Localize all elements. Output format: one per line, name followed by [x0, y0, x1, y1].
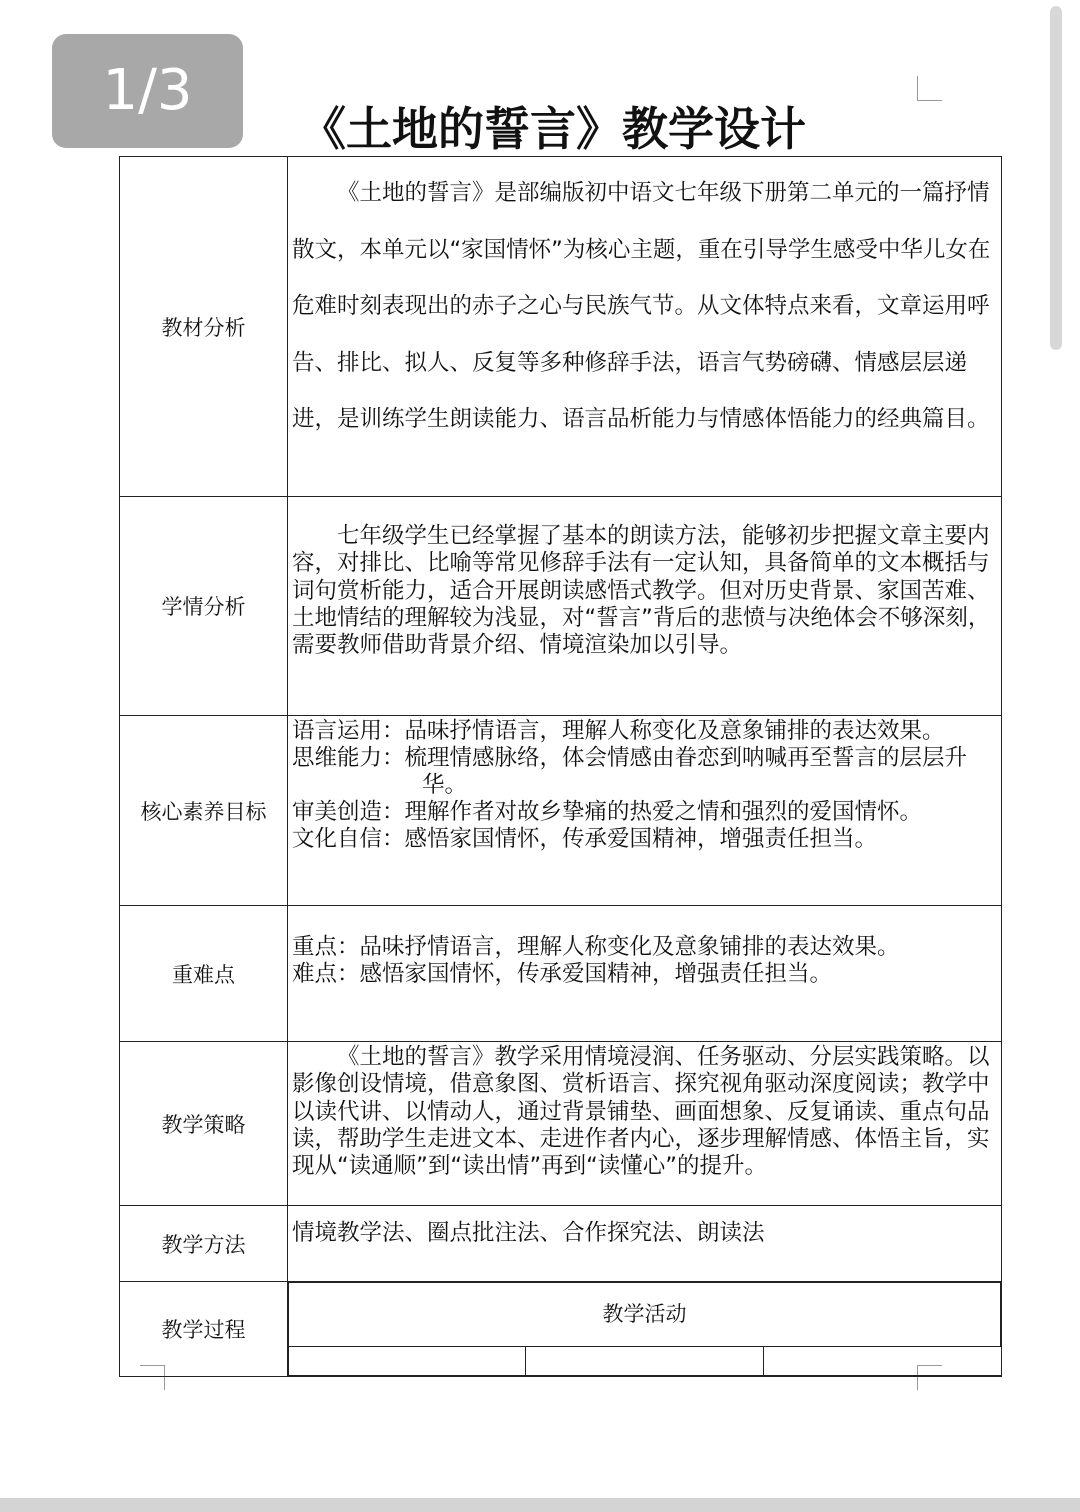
table-row [120, 157, 1002, 497]
activity-cell [763, 1347, 1000, 1376]
bottom-bar [0, 1498, 1080, 1512]
goal-item: 语言运用：品味抒情语言，理解人称变化及意象铺排的表达效果。 [292, 718, 945, 744]
row-content-methods [288, 1206, 1002, 1282]
methods-text: 情境教学法、圈点批注法、合作探究法、朗读法 [292, 1220, 765, 1246]
row-label-process: 教学过程 [120, 1282, 288, 1377]
row-content-key-points [288, 906, 1002, 1042]
strategy-text: 《土地的誓言》教学采用情境浸润、任务驱动、分层实践策略。以影像创设情境，借意象图、赏析语言、探究视角驱动深度阅读；教学中以读代讲、以情动人，通过背景铺垫、画面想象、反复诵读、重点句品读，帮助学生走进文本、走进作者内心，逐步理解情感、体悟主旨，实现从“读通顺”到“读出情”再到“读懂心”的提升。 [292, 1044, 990, 1180]
table-row [120, 1206, 1002, 1282]
goal-item: 文化自信：感悟家国情怀，传承爱国精神，增强责任担当。 [292, 826, 878, 852]
row-content-material [288, 157, 1002, 497]
document-title: 《土地的誓言》教学设计 [300, 102, 806, 156]
row-content-goals [288, 716, 1002, 906]
table-row [120, 1042, 1002, 1206]
goal-item: 审美创造：理解作者对故乡挚痛的热爱之情和强烈的爱国情怀。 [292, 799, 923, 825]
lesson-plan-table [119, 156, 1002, 1377]
row-label-material: 教材分析 [120, 157, 288, 497]
crop-mark-top-right [917, 76, 942, 101]
row-label-methods: 教学方法 [120, 1206, 288, 1282]
row-label-students: 学情分析 [120, 497, 288, 716]
table-row [120, 716, 1002, 906]
activity-header: 教学活动 [289, 1283, 1001, 1347]
difficulty-text: 难点：感悟家国情怀，传承爱国精神，增强责任担当。 [292, 961, 833, 987]
scrollbar-thumb[interactable] [1050, 6, 1062, 350]
table-row [120, 906, 1002, 1042]
page-indicator: 1/3 [52, 34, 243, 148]
activity-cell [526, 1347, 763, 1376]
activity-cell [289, 1347, 526, 1376]
row-content-process [288, 1282, 1002, 1377]
goal-item: 思维能力：梳理情感脉络，体会情感由眷恋到呐喊再至誓言的层层升华。 [292, 745, 968, 798]
table-row [120, 497, 1002, 716]
row-label-goals: 核心素养目标 [120, 716, 288, 906]
students-text: 七年级学生已经掌握了基本的朗读方法，能够初步把握文章主要内容，对排比、比喻等常见修辞手法有一定认知，具备简单的文本概括与词句赏析能力，适合开展朗读感悟式教学。但对历史背景、家国苦难、土地情结的理解较为浅显，对“誓言”背后的悲愤与决绝体会不够深刻，需要教师借助背景介绍、情境渲染加以引导。 [292, 523, 991, 659]
row-content-students [288, 497, 1002, 716]
row-content-strategy [288, 1042, 1002, 1206]
focus-text: 重点：品味抒情语言，理解人称变化及意象铺排的表达效果。 [292, 934, 900, 960]
row-label-key-points: 重难点 [120, 906, 288, 1042]
material-text: 《土地的誓言》是部编版初中语文七年级下册第二单元的一篇抒情散文，本单元以“家国情怀”为核心主题，重在引导学生感受中华儿女在危难时刻表现出的赤子之心与民族气节。从文体特点来看，文章运用呼告、排比、拟人、反复等多种修辞手法，语言气势磅礴、情感层层递进，是训练学生朗读能力、语言品析能力与情感体悟能力的经典篇目。 [292, 180, 991, 432]
activity-table [288, 1282, 1001, 1376]
table-row [120, 1282, 1002, 1377]
row-label-strategy: 教学策略 [120, 1042, 288, 1206]
